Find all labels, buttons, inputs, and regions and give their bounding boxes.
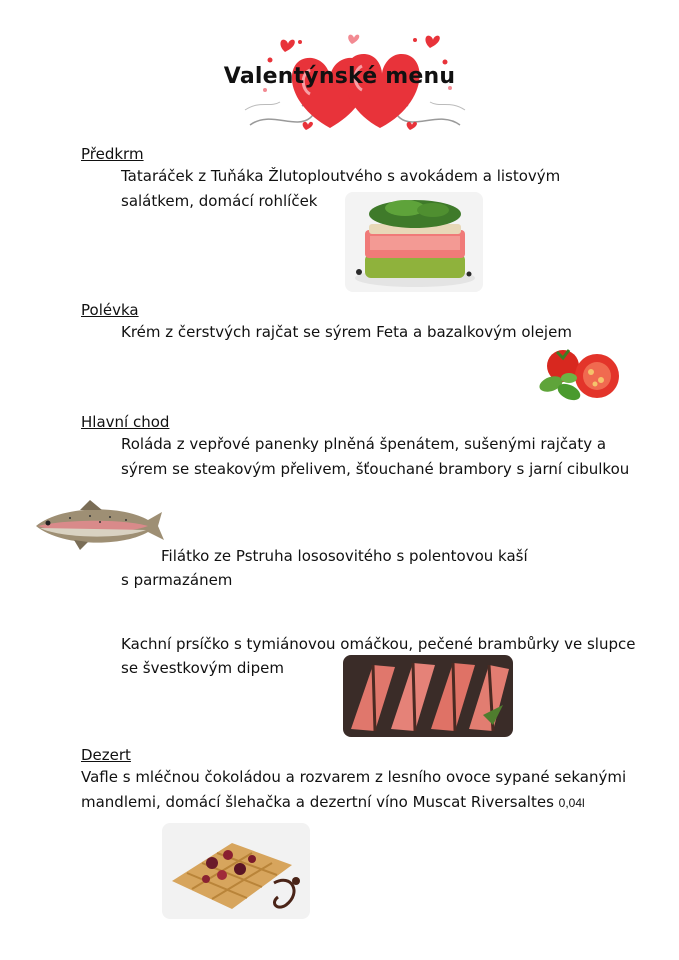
dessert-text-line2 bbox=[81, 789, 585, 816]
main-dish1-line1: Roláda z vepřové panenky plněná špenátem, sušenými rajčaty a bbox=[121, 435, 607, 453]
main-dish2-line2: s parmazánem bbox=[121, 571, 233, 589]
duck-breast-photo bbox=[343, 655, 513, 737]
waffle-photo bbox=[162, 823, 310, 919]
soup-text-line1: Krém z čerstvých rajčat se sýrem Feta a bazalkovým olejem bbox=[121, 323, 572, 341]
tuna-tartare-photo bbox=[345, 192, 483, 292]
soup-heading: Polévka bbox=[81, 301, 139, 319]
dessert-text: mandlemi, domácí šlehačka a dezertní víno Muscat Riversaltes bbox=[81, 793, 554, 811]
page-title: Valentýnské menu bbox=[223, 64, 456, 89]
main-dish3-line1: Kachní prsíčko s tymiánovou omáčkou, pečené brambůrky ve slupce bbox=[121, 635, 636, 653]
starter-text-line1: Tataráček z Tuňáka Žlutoploutvého s avokádem a listovým bbox=[121, 167, 561, 185]
dessert-text-line1: Vafle s mléčnou čokoládou a rozvarem z lesního ovoce sypané sekanými bbox=[81, 768, 627, 786]
main-dish2-line1: Filátko ze Pstruha lososovitého s polentovou kaší bbox=[161, 547, 528, 565]
trout-image bbox=[30, 498, 166, 554]
dessert-heading: Dezert bbox=[81, 746, 131, 764]
wine-volume: 0,04l bbox=[558, 796, 585, 810]
main-dish3-line2: se švestkovým dipem bbox=[121, 659, 284, 677]
starter-text-line2: salátkem, domácí rohlíček bbox=[121, 192, 318, 210]
main-heading: Hlavní chod bbox=[81, 413, 170, 431]
main-dish1-line2: sýrem se steakovým přelivem, šťouchané brambory s jarní cibulkou bbox=[121, 460, 630, 478]
starter-heading: Předkrm bbox=[81, 145, 144, 163]
tomatoes-basil-image bbox=[535, 340, 627, 406]
